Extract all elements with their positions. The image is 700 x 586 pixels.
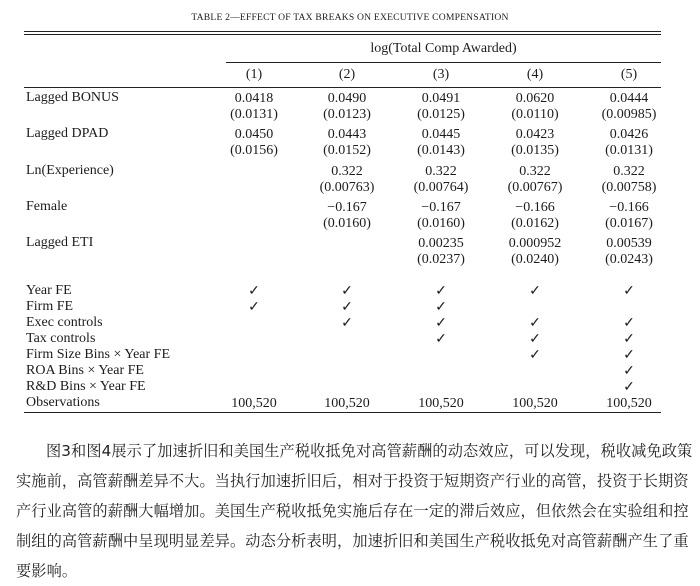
checkmark-icon: ✓ [529, 284, 541, 299]
control-label: ROA Bins × Year FE [26, 363, 144, 378]
bottom-rule [24, 412, 661, 413]
control-label: Firm FE [26, 299, 74, 314]
column-number: (4) [526, 67, 544, 82]
checkmark-icon: ✓ [435, 332, 447, 347]
standard-error: (0.0156) [230, 143, 278, 158]
control-label: Exec controls [26, 315, 103, 330]
coefficient: 0.322 [613, 164, 645, 179]
standard-error: (0.0135) [511, 143, 559, 158]
standard-error: (0.00758) [601, 180, 657, 195]
observations-value: 100,520 [512, 396, 558, 411]
checkmark-icon: ✓ [341, 316, 353, 331]
row-label: Ln(Experience) [26, 163, 114, 178]
table-cell [302, 164, 392, 196]
standard-error: (0.00763) [319, 180, 375, 195]
checkmark-icon: ✓ [341, 300, 353, 315]
table-cell [396, 127, 486, 159]
table-cell [490, 164, 580, 196]
table-cell [302, 127, 392, 159]
table-cell [209, 127, 299, 159]
checkmark-icon: ✓ [248, 284, 260, 299]
checkmark-icon: ✓ [435, 300, 447, 315]
standard-error: (0.00767) [507, 180, 563, 195]
table-title-prefix: TABLE 2— [191, 12, 240, 23]
header-underline [226, 62, 661, 63]
standard-error: (0.00764) [413, 180, 469, 195]
checkmark-icon: ✓ [529, 348, 541, 363]
coefficient: 0.0450 [234, 127, 274, 142]
table-cell [490, 200, 580, 232]
table-cell [584, 127, 674, 159]
standard-error: (0.0123) [323, 107, 371, 122]
coefficient: 0.00539 [606, 236, 652, 251]
table-cell [584, 200, 674, 232]
checkmark-icon: ✓ [529, 316, 541, 331]
column-number: (3) [432, 67, 450, 82]
header-rule [24, 87, 661, 88]
table-cell [209, 91, 299, 123]
row-label: Lagged BONUS [26, 90, 119, 105]
coefficient: 0.0423 [515, 127, 555, 142]
coefficient: 0.0418 [234, 91, 274, 106]
standard-error: (0.0125) [417, 107, 465, 122]
standard-error: (0.0237) [417, 252, 465, 267]
column-number: (2) [338, 67, 356, 82]
coefficient: 0.322 [331, 164, 363, 179]
coefficient: 0.0426 [609, 127, 649, 142]
coefficient: 0.322 [519, 164, 551, 179]
top-rule [24, 31, 661, 32]
table-cell [396, 164, 486, 196]
table-cell [396, 236, 486, 268]
table-cell [490, 91, 580, 123]
coefficient: 0.0443 [327, 127, 367, 142]
observations-value: 100,520 [418, 396, 464, 411]
control-label: Year FE [26, 283, 72, 298]
coefficient: 0.00235 [418, 236, 464, 251]
standard-error: (0.0131) [230, 107, 278, 122]
standard-error: (0.0143) [417, 143, 465, 158]
checkmark-icon: ✓ [341, 284, 353, 299]
top-rule-double [24, 34, 661, 35]
observations-label: Observations [26, 395, 100, 410]
checkmark-icon: ✓ [623, 284, 635, 299]
table-cell [584, 91, 674, 123]
row-label: Lagged DPAD [26, 126, 109, 141]
coefficient: 0.0620 [515, 91, 555, 106]
checkmark-icon: ✓ [435, 284, 447, 299]
control-label: Firm Size Bins × Year FE [26, 347, 171, 362]
table-title [0, 9, 700, 24]
checkmark-icon: ✓ [529, 332, 541, 347]
table-cell [302, 200, 392, 232]
observations-value: 100,520 [606, 396, 652, 411]
table-cell [302, 91, 392, 123]
standard-error: (0.0243) [605, 252, 653, 267]
coefficient: 0.0490 [327, 91, 367, 106]
coefficient: −0.167 [327, 200, 367, 215]
standard-error: (0.0110) [511, 107, 559, 122]
coefficient: 0.0491 [421, 91, 461, 106]
checkmark-icon: ✓ [623, 316, 635, 331]
column-number: (1) [245, 67, 263, 82]
table-cell [396, 91, 486, 123]
checkmark-icon: ✓ [623, 380, 635, 395]
table-cell [396, 200, 486, 232]
checkmark-icon: ✓ [623, 364, 635, 379]
standard-error: (0.0152) [323, 143, 371, 158]
table-cell [490, 127, 580, 159]
standard-error: (0.00985) [601, 107, 657, 122]
coefficient: −0.166 [515, 200, 555, 215]
coefficient: 0.322 [425, 164, 457, 179]
coefficient: 0.0444 [609, 91, 649, 106]
standard-error: (0.0240) [511, 252, 559, 267]
observations-value: 100,520 [231, 396, 277, 411]
standard-error: (0.0131) [605, 143, 653, 158]
coefficient: −0.167 [421, 200, 461, 215]
coefficient: 0.000952 [508, 236, 562, 251]
standard-error: (0.0160) [417, 216, 465, 231]
table-cell [584, 164, 674, 196]
observations-value: 100,520 [324, 396, 370, 411]
table-cell [490, 236, 580, 268]
table-cell [584, 236, 674, 268]
checkmark-icon: ✓ [623, 348, 635, 363]
control-label: R&D Bins × Year FE [26, 379, 146, 394]
checkmark-icon: ✓ [435, 316, 447, 331]
dependent-variable-header: log(Total Comp Awarded) [370, 41, 517, 56]
column-number: (5) [620, 67, 638, 82]
body-paragraph: 图3和图4展示了加速折旧和美国生产税收抵免对高管薪酬的动态效应，可以发现，税收减免政策实施前，高管薪酬差异不大。当执行加速折旧后，相对于投资于短期资产行业的高管，投资于长期资产行业高管的薪酬大幅增加。美国生产税收抵免实施后存在一定的滞后效应，但依然会在实验组和控制组的高管薪酬中呈现明显差异。动态分析表明，加速折旧和美国生产税收抵免对高管薪酬产生了重要影响。 [16, 442, 693, 580]
checkmark-icon: ✓ [623, 332, 635, 347]
row-label: Lagged ETI [26, 235, 94, 250]
checkmark-icon: ✓ [248, 300, 260, 315]
standard-error: (0.0162) [511, 216, 559, 231]
table-title-main: EFFECT OF TAX BREAKS ON EXECUTIVE COMPENSATION [239, 12, 509, 23]
control-label: Tax controls [26, 331, 96, 346]
standard-error: (0.0167) [605, 216, 653, 231]
standard-error: (0.0160) [323, 216, 371, 231]
coefficient: 0.0445 [421, 127, 461, 142]
row-label: Female [26, 199, 68, 214]
coefficient: −0.166 [609, 200, 649, 215]
